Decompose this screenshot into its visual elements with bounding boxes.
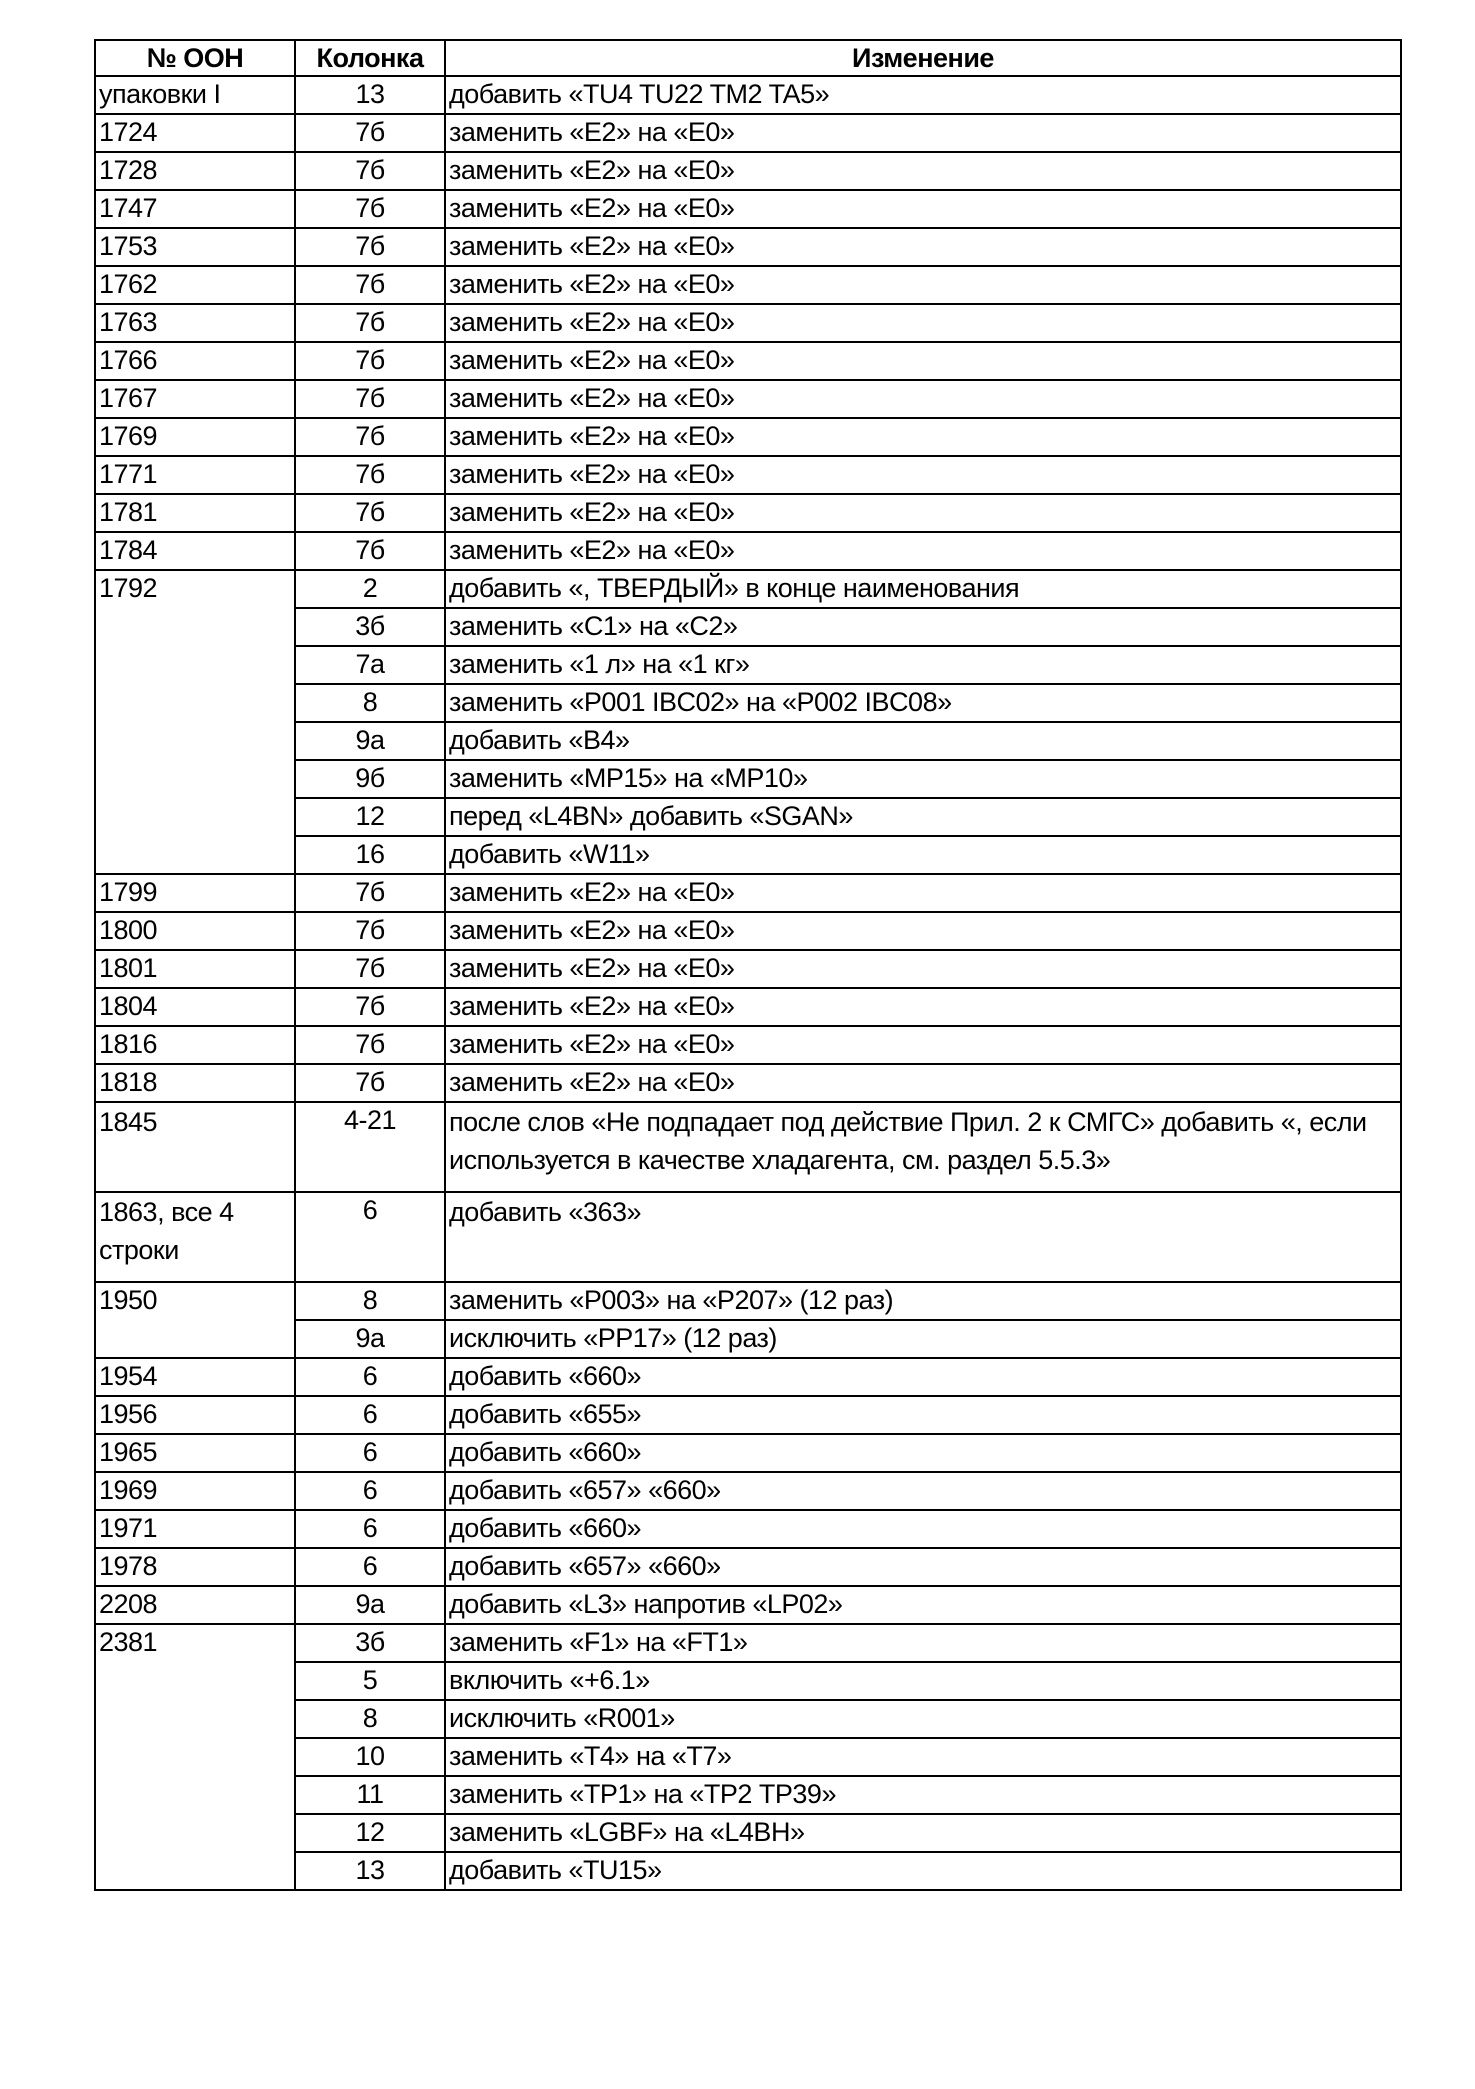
column-cell: 9а	[295, 1320, 445, 1358]
change-cell: заменить «Е2» на «Е0»	[445, 988, 1401, 1026]
column-cell: 7б	[295, 950, 445, 988]
change-cell: перед «L4BN» добавить «SGAN»	[445, 798, 1401, 836]
column-cell: 7б	[295, 152, 445, 190]
un-number-cell: 1762	[95, 266, 295, 304]
table-row	[95, 532, 1401, 570]
change-cell: добавить «, ТВЕРДЫЙ» в конце наименования	[445, 570, 1401, 608]
change-cell: добавить «657» «660»	[445, 1472, 1401, 1510]
table-row	[95, 1434, 1401, 1472]
column-cell: 3б	[295, 608, 445, 646]
table-body	[95, 76, 1401, 1890]
table-row	[95, 950, 1401, 988]
column-cell: 6	[295, 1192, 445, 1282]
change-cell: добавить «660»	[445, 1358, 1401, 1396]
un-number-cell: 1801	[95, 950, 295, 988]
column-cell: 12	[295, 1814, 445, 1852]
table-row	[95, 1396, 1401, 1434]
column-cell: 13	[295, 1852, 445, 1890]
change-cell: заменить «Е2» на «Е0»	[445, 266, 1401, 304]
change-cell: заменить «Е2» на «Е0»	[445, 152, 1401, 190]
change-cell: исключить «РР17» (12 раз)	[445, 1320, 1401, 1358]
table-row	[95, 912, 1401, 950]
change-cell: заменить «Р001 IBC02» на «Р002 IBC08»	[445, 684, 1401, 722]
column-cell: 12	[295, 798, 445, 836]
change-cell: добавить «TU15»	[445, 1852, 1401, 1890]
column-cell: 2	[295, 570, 445, 608]
table-row	[95, 988, 1401, 1026]
column-cell: 9а	[295, 722, 445, 760]
table-row	[95, 342, 1401, 380]
header-row	[95, 40, 1401, 76]
change-cell: добавить «660»	[445, 1434, 1401, 1472]
change-cell: добавить «655»	[445, 1396, 1401, 1434]
column-cell: 7б	[295, 988, 445, 1026]
table-row	[95, 1192, 1401, 1282]
column-cell: 6	[295, 1434, 445, 1472]
un-number-cell: упаковки I	[95, 76, 295, 114]
change-cell: заменить «Е2» на «Е0»	[445, 380, 1401, 418]
table-row	[95, 266, 1401, 304]
un-number-cell: 1804	[95, 988, 295, 1026]
column-cell: 6	[295, 1548, 445, 1586]
table-row	[95, 570, 1401, 608]
table-row	[95, 1586, 1401, 1624]
change-cell: заменить «Е2» на «Е0»	[445, 418, 1401, 456]
table-row	[95, 152, 1401, 190]
column-cell: 7б	[295, 114, 445, 152]
un-number-cell: 1763	[95, 304, 295, 342]
column-cell: 7а	[295, 646, 445, 684]
un-number-cell: 1954	[95, 1358, 295, 1396]
table-row	[95, 114, 1401, 152]
table-row	[95, 1102, 1401, 1192]
header-un-number: № ООН	[95, 40, 295, 76]
un-number-cell: 1845	[95, 1102, 295, 1192]
table-row	[95, 304, 1401, 342]
column-cell: 7б	[295, 1064, 445, 1102]
column-cell: 7б	[295, 380, 445, 418]
column-cell: 6	[295, 1396, 445, 1434]
change-cell: исключить «R001»	[445, 1700, 1401, 1738]
un-number-cell: 1978	[95, 1548, 295, 1586]
table-row	[95, 1548, 1401, 1586]
amendments-table	[94, 39, 1402, 1891]
table-row	[95, 1282, 1401, 1320]
change-cell: заменить «Р003» на «Р207» (12 раз)	[445, 1282, 1401, 1320]
change-cell: включить «+6.1»	[445, 1662, 1401, 1700]
change-cell: заменить «Е2» на «Е0»	[445, 1064, 1401, 1102]
header-column: Колонка	[295, 40, 445, 76]
column-cell: 7б	[295, 228, 445, 266]
change-cell: заменить «Е2» на «Е0»	[445, 228, 1401, 266]
change-cell: добавить «L3» напротив «LP02»	[445, 1586, 1401, 1624]
un-number-cell: 1816	[95, 1026, 295, 1064]
change-cell: заменить «Е2» на «Е0»	[445, 950, 1401, 988]
un-number-cell: 1766	[95, 342, 295, 380]
un-number-cell: 1767	[95, 380, 295, 418]
table-row	[95, 380, 1401, 418]
table-row	[95, 1026, 1401, 1064]
column-cell: 8	[295, 1700, 445, 1738]
change-cell: заменить «1 л» на «1 кг»	[445, 646, 1401, 684]
column-cell: 10	[295, 1738, 445, 1776]
change-cell: добавить «W11»	[445, 836, 1401, 874]
un-number-cell: 1799	[95, 874, 295, 912]
un-number-cell: 1969	[95, 1472, 295, 1510]
column-cell: 6	[295, 1358, 445, 1396]
table-row	[95, 228, 1401, 266]
table-row	[95, 76, 1401, 114]
un-number-cell: 1950	[95, 1282, 295, 1358]
change-cell: после слов «Не подпадает под действие Прил. 2 к СМГС» добавить «, если используется в качестве хладагента, см. раздел 5.5.3»	[445, 1102, 1401, 1192]
un-number-cell: 1753	[95, 228, 295, 266]
un-number-cell: 1818	[95, 1064, 295, 1102]
un-number-cell: 1956	[95, 1396, 295, 1434]
column-cell: 6	[295, 1472, 445, 1510]
un-number-cell: 1769	[95, 418, 295, 456]
table-row	[95, 456, 1401, 494]
column-cell: 3б	[295, 1624, 445, 1662]
table-row	[95, 1510, 1401, 1548]
change-cell: заменить «C1» на «C2»	[445, 608, 1401, 646]
change-cell: заменить «Е2» на «Е0»	[445, 456, 1401, 494]
column-cell: 6	[295, 1510, 445, 1548]
column-cell: 9б	[295, 760, 445, 798]
column-cell: 7б	[295, 1026, 445, 1064]
column-cell: 7б	[295, 342, 445, 380]
un-number-cell: 2208	[95, 1586, 295, 1624]
column-cell: 7б	[295, 418, 445, 456]
change-cell: заменить «Е2» на «Е0»	[445, 874, 1401, 912]
column-cell: 7б	[295, 494, 445, 532]
column-cell: 16	[295, 836, 445, 874]
table-row	[95, 874, 1401, 912]
change-cell: заменить «Е2» на «Е0»	[445, 912, 1401, 950]
un-number-cell: 1971	[95, 1510, 295, 1548]
column-cell: 4-21	[295, 1102, 445, 1192]
table-row	[95, 494, 1401, 532]
column-cell: 8	[295, 1282, 445, 1320]
change-cell: добавить «657» «660»	[445, 1548, 1401, 1586]
column-cell: 7б	[295, 266, 445, 304]
change-cell: заменить «ТР1» на «ТР2 ТР39»	[445, 1776, 1401, 1814]
column-cell: 7б	[295, 532, 445, 570]
column-cell: 11	[295, 1776, 445, 1814]
table-row	[95, 1064, 1401, 1102]
change-cell: заменить «Е2» на «Е0»	[445, 190, 1401, 228]
un-number-cell: 1728	[95, 152, 295, 190]
column-cell: 7б	[295, 912, 445, 950]
column-cell: 7б	[295, 456, 445, 494]
un-number-cell: 1965	[95, 1434, 295, 1472]
change-cell: заменить «Е2» на «Е0»	[445, 494, 1401, 532]
un-number-cell: 1792	[95, 570, 295, 874]
column-cell: 7б	[295, 304, 445, 342]
change-cell: добавить «В4»	[445, 722, 1401, 760]
change-cell: заменить «LGBF» на «L4BH»	[445, 1814, 1401, 1852]
change-cell: заменить «Е2» на «Е0»	[445, 304, 1401, 342]
un-number-cell: 1863, все 4 строки	[95, 1192, 295, 1282]
column-cell: 13	[295, 76, 445, 114]
change-cell: заменить «МР15» на «МР10»	[445, 760, 1401, 798]
un-number-cell: 1781	[95, 494, 295, 532]
table-row	[95, 190, 1401, 228]
un-number-cell: 1800	[95, 912, 295, 950]
change-cell: добавить «660»	[445, 1510, 1401, 1548]
column-cell: 7б	[295, 874, 445, 912]
column-cell: 5	[295, 1662, 445, 1700]
table-row	[95, 1358, 1401, 1396]
un-number-cell: 1784	[95, 532, 295, 570]
un-number-cell: 2381	[95, 1624, 295, 1890]
un-number-cell: 1747	[95, 190, 295, 228]
table-row	[95, 1624, 1401, 1662]
column-cell: 7б	[295, 190, 445, 228]
change-cell: заменить «Е2» на «Е0»	[445, 1026, 1401, 1064]
column-cell: 8	[295, 684, 445, 722]
header-change: Изменение	[445, 40, 1401, 76]
change-cell: добавить «363»	[445, 1192, 1401, 1282]
change-cell: заменить «Е2» на «Е0»	[445, 342, 1401, 380]
change-cell: заменить «Т4» на «Т7»	[445, 1738, 1401, 1776]
table-row	[95, 1472, 1401, 1510]
change-cell: заменить «F1» на «FT1»	[445, 1624, 1401, 1662]
change-cell: добавить «TU4 TU22 TM2 TA5»	[445, 76, 1401, 114]
un-number-cell: 1724	[95, 114, 295, 152]
column-cell: 9а	[295, 1586, 445, 1624]
un-number-cell: 1771	[95, 456, 295, 494]
table-row	[95, 418, 1401, 456]
change-cell: заменить «Е2» на «Е0»	[445, 532, 1401, 570]
change-cell: заменить «Е2» на «Е0»	[445, 114, 1401, 152]
